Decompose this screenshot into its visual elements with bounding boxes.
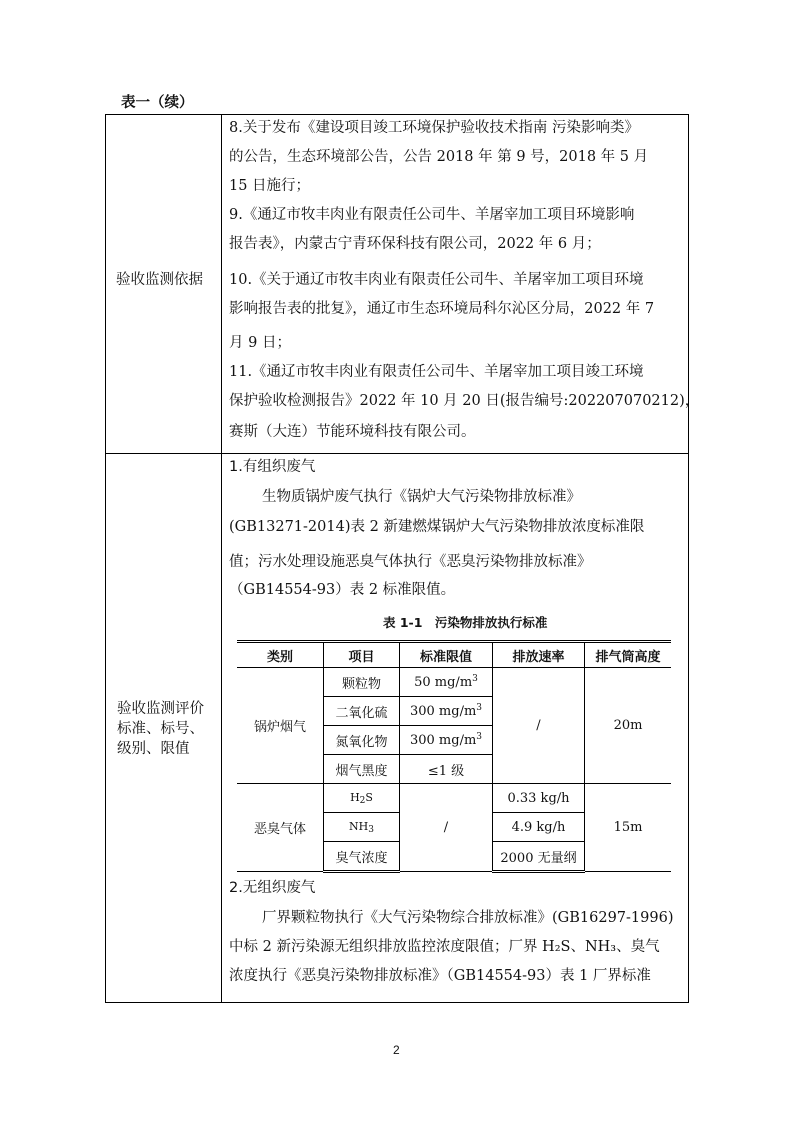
text-line: 中标 2 新污染源无组织排放监控浓度限值；厂界 H₂S、NH₃、臭气	[229, 939, 660, 955]
text-line: 月 9 日；	[229, 335, 291, 351]
text-line: 值；污水处理设施恶臭气体执行《恶臭污染物排放标准》	[229, 554, 592, 570]
category-cell: 锅炉烟气	[237, 668, 324, 784]
text-line: 生物质锅炉废气执行《锅炉大气污染物排放标准》	[262, 489, 581, 505]
category-cell: 恶臭气体	[237, 784, 324, 872]
table-border-right	[688, 114, 689, 1003]
limit-cell: ≤1 级	[400, 755, 493, 784]
limit-value: 300 mg/m	[409, 733, 477, 748]
section-title-fugitive: 2.无组织废气	[229, 880, 316, 896]
header-cell: 排放速率	[493, 642, 585, 668]
superscript: 3	[476, 703, 483, 713]
subscript: 2	[359, 795, 366, 806]
item-cell	[324, 784, 400, 813]
rate-cell: /	[493, 668, 585, 784]
header-cell: 类别	[237, 642, 324, 668]
item-cell: 氮氧化物	[324, 726, 400, 755]
header-cell: 标准限值	[400, 642, 493, 668]
height-cell: 15m	[585, 784, 672, 872]
limit-cell	[400, 668, 493, 697]
item-text: H	[350, 790, 360, 804]
item-cell: 颗粒物	[324, 668, 400, 697]
text-line: 11.《通辽市牧丰肉业有限责任公司牛、羊屠宰加工项目竣工环境	[229, 364, 644, 380]
text-line: 厂界颗粒物执行《大气污染物综合排放标准》(GB16297-1996)	[262, 910, 674, 926]
item-cell: 臭气浓度	[324, 842, 400, 872]
text-line: 浓度执行《恶臭污染物排放标准》（GB14554-93）表 1 厂界标准	[229, 968, 651, 984]
item-cell: 烟气黑度	[324, 755, 400, 784]
inner-table-title: 表 1-1 污染物排放执行标准	[383, 615, 548, 630]
limit-value: 300 mg/m	[409, 704, 477, 719]
text-line: (GB13271-2014)表 2 新建燃煤锅炉大气污染物排放浓度标准限	[229, 519, 645, 535]
text-line: 9.《通辽市牧丰肉业有限责任公司牛、羊屠宰加工项目环境影响	[229, 207, 635, 223]
label-line: 标准、标号、	[117, 721, 204, 737]
text-line: 10.《关于通辽市牧丰肉业有限责任公司牛、羊屠宰加工项目环境	[229, 272, 644, 288]
text-line: （GB14554-93）表 2 标准限值。	[229, 582, 456, 598]
emission-standards-table	[237, 640, 671, 873]
subscript: 3	[368, 824, 374, 835]
rate-cell: 0.33 kg/h	[493, 784, 585, 813]
text-line: 报告表》，内蒙古宁青环保科技有限公司，2022 年 6 月；	[229, 236, 601, 252]
limit-cell	[400, 697, 493, 726]
superscript: 3	[472, 674, 478, 684]
header-cell: 项目	[324, 642, 400, 668]
table-caption: 表一（续）	[121, 95, 194, 111]
text-line: 赛斯（大连）节能环境科技有限公司。	[229, 424, 476, 440]
label-line: 级别、限值	[117, 741, 190, 757]
limit-cell	[400, 726, 493, 755]
table-row	[237, 784, 671, 813]
table-row	[237, 668, 671, 697]
text-line: 影响报告表的批复》，通辽市生态环境局科尔沁区分局，2022 年 7	[229, 301, 655, 317]
row-divider	[105, 453, 689, 454]
item-text: S	[365, 790, 373, 804]
item-cell	[324, 813, 400, 842]
rate-cell: 2000 无量纲	[493, 842, 585, 872]
page-number: 2	[393, 1043, 400, 1057]
header-cell: 排气筒高度	[585, 642, 672, 668]
limit-cell: /	[400, 784, 493, 872]
height-cell: 20m	[585, 668, 672, 784]
table-border-left	[105, 114, 106, 1003]
table-border-bottom	[105, 1002, 689, 1003]
row-label-basis: 验收监测依据	[116, 272, 203, 288]
superscript: 3	[476, 732, 483, 742]
item-text: NH	[349, 819, 369, 833]
table-border-top	[105, 114, 689, 115]
text-line: 15 日施行；	[229, 178, 311, 194]
rate-cell: 4.9 kg/h	[493, 813, 585, 842]
text-line: 保护验收检测报告》2022 年 10 月 20 日(报告编号:202207070212)，	[229, 393, 700, 409]
column-divider	[221, 114, 222, 1003]
text-line: 8.关于发布《建设项目竣工环境保护验收技术指南 污染影响类》	[229, 120, 639, 136]
section-title-organized: 1.有组织废气	[229, 459, 316, 475]
item-cell: 二氧化硫	[324, 697, 400, 726]
label-line: 验收监测评价	[117, 701, 204, 717]
limit-value: 50 mg/m	[414, 675, 473, 690]
table-header-row	[237, 642, 671, 668]
text-line: 的公告，生态环境部公告，公告 2018 年 第 9 号，2018 年 5 月	[229, 149, 649, 165]
